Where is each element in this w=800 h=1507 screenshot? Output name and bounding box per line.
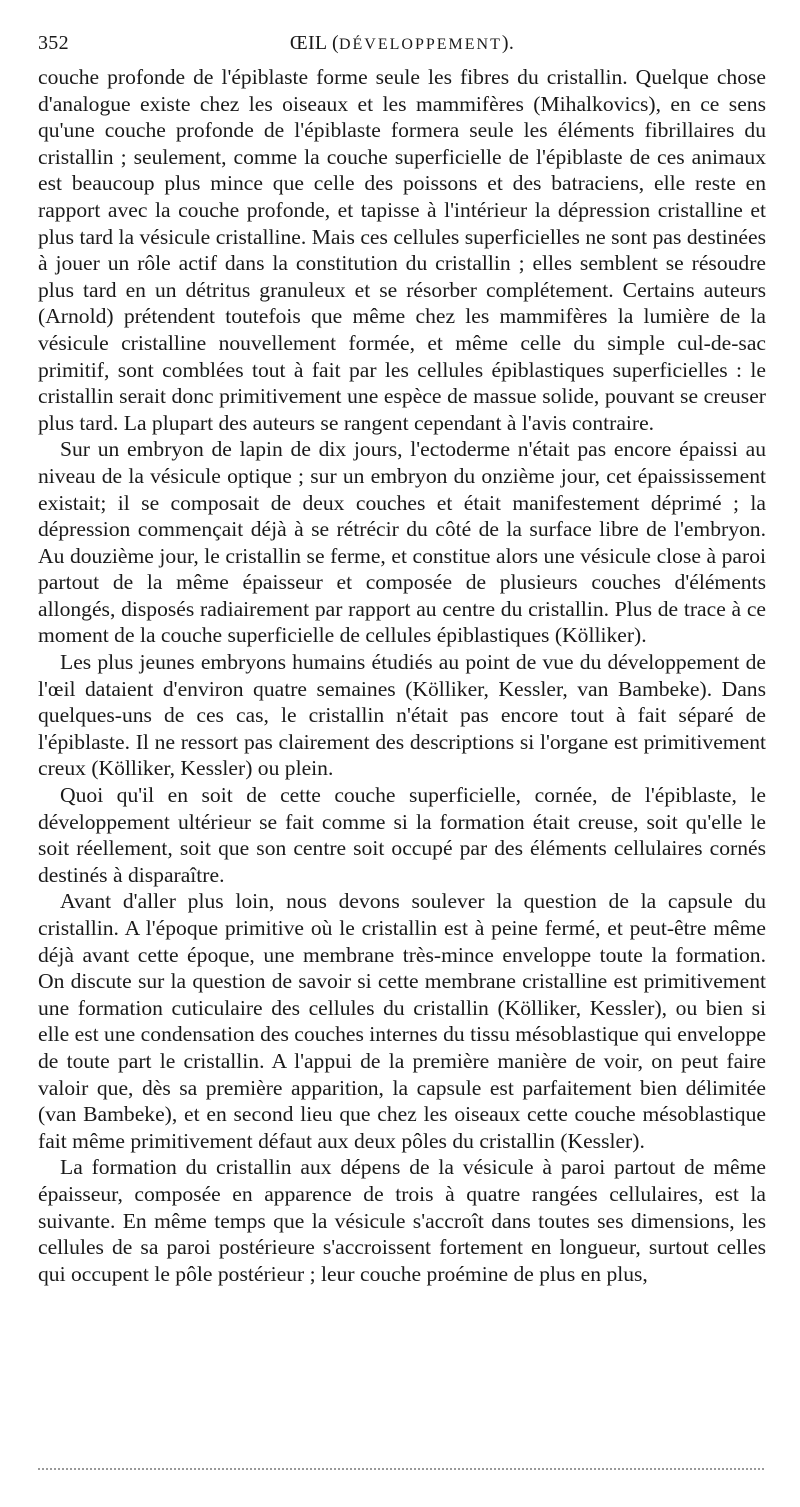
running-head-sub: DÉVELOPPEMENT — [338, 36, 502, 53]
page-number: 352 — [38, 32, 69, 54]
paragraph-lens-capsule: Avant d'aller plus loin, nous devons soulever la question de la capsule du cristallin. A l'époque primitive où le cristallin est à peine fermé, et peut-être même déjà avant cette époque, une membrane très-mince enveloppe toute la formation. On discute sur la question de savoir si cette membrane cristalline est primitivement une formation cuticulaire des cellules du cristallin (Kölliker, Kessler), ou bien si elle est une condensation des couches internes du tissu mésoblastique qui enveloppe de toute part le cristallin. A l'appui de la première manière de voir, on peut faire valoir que, dès sa première apparition, la capsule est parfaitement bien délimitée (van Bambeke), et en second lieu que chez les oiseaux cette couche mésoblastique fait même primitivement défaut aux deux pôles du cristallin (Kessler). — [38, 889, 766, 1153]
paragraph-rabbit-embryo: Sur un embryon de lapin de dix jours, l'ectoderme n'était pas encore épaissi au niveau de la vésicule optique ; sur un embryon du onzième jour, cet épaississement existait; il se composait de deux couches et était manifestement déprimé ; la dépression commençait déjà à se rétrécir du côté de la surface libre de l'embryon. Au douzième jour, le cristallin se ferme, et constitue alors une vésicule close à paroi partout de la même épaisseur et composée de plusieurs couches d'éléments allongés, disposés radiairement par rapport au centre du cristallin. Plus de trace à ce moment de la couche superficielle de cellules épiblastiques (Kölliker). — [38, 437, 766, 648]
running-head-open: ( — [326, 32, 339, 54]
running-head — [38, 32, 766, 55]
paragraph-human-embryos: Les plus jeunes embryons humains étudiés au point de vue du développement de l'œil dataient d'environ quatre semaines (Kölliker, Kessler, van Bambeke). Dans quelques-uns de ces cas, le cristallin n'était pas encore tout à fait séparé de l'épiblaste. Il ne ressort pas clairement des descriptions si l'organe est primitivement creux (Kölliker, Kessler) ou plein. — [38, 650, 766, 781]
document-page — [38, 30, 766, 1287]
body-text — [38, 64, 766, 1287]
paragraph-continuation: couche profonde de l'épiblaste forme seule les fibres du cristallin. Quelque chose d'analogue existe chez les oiseaux et les mammifères (Mihalkovics), en ce sens qu'une couche profonde de l'épiblaste formera seule les éléments fibrillaires du cristallin ; seulement, comme la couche superficielle de l'épiblaste de ces animaux est beaucoup plus mince que celle des poissons et des batraciens, elle reste en rapport avec la couche profonde, et tapisse à l'intérieur la dépression cristalline et plus tard la vésicule cristalline. Mais ces cellules superficielles ne sont pas destinées à jouer un rôle actif dans la constitution du cristallin ; elles semblent se résoudre plus tard en un détritus granuleux et se résorber complétement. Certains auteurs (Arnold) prétendent toutefois que même chez les mammifères la lumière de la vésicule cristalline nouvellement formée, et même celle du simple cul-de-sac primitif, sont comblées tout à fait par les cellules épiblastiques superficielles : le cristallin serait donc primitivement une espèce de massue solide, pouvant se creuser plus tard. La plupart des auteurs se rangent cependant à l'avis contraire. — [38, 65, 766, 435]
paragraph-superficial-layer: Quoi qu'il en soit de cette couche superficielle, cornée, de l'épiblaste, le développement ultérieur se fait comme si la formation était creuse, soit qu'elle le soit réellement, soit que son centre soit occupé par des éléments cellulaires cornés destinés à disparaître. — [38, 783, 766, 887]
footer-rule — [38, 1468, 764, 1470]
page-header — [38, 30, 766, 64]
paragraph-lens-formation: La formation du cristallin aux dépens de la vésicule à paroi partout de même épaisseur, composée en apparence de trois à quatre rangées cellulaires, est la suivante. En même temps que la vésicule s'accroît dans toutes ses dimensions, les cellules de sa paroi postérieure s'accroissent fortement en longueur, surtout celles qui occupent le pôle postérieur ; leur couche proémine de plus en plus, — [38, 1155, 766, 1286]
running-head-main: ŒIL — [289, 32, 327, 54]
running-head-close: ). — [501, 32, 515, 54]
